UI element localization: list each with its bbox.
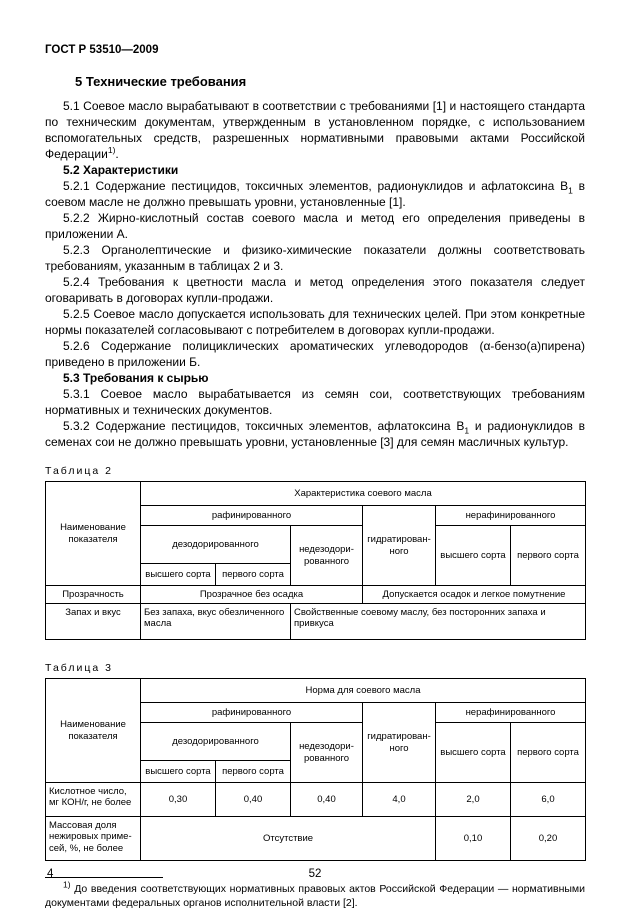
paragraph-text: . (115, 147, 119, 161)
table-header-cell: недезодорированного (291, 526, 363, 586)
table-header-cell: первого сорта (511, 723, 586, 783)
doc-header: ГОСТ Р 53510—2009 (45, 44, 159, 56)
paragraph-text: 5.1 Соевое масло вырабатывают в соответствии с требованиями [1] и настоящего стандарта по техническим документам, утвержденным в установленном порядке, с использованием вспомогательных средств, разрешенных нормативными правовыми актами Российской Федерации (45, 99, 585, 161)
body-text (45, 98, 585, 450)
table-cell: 0,30 (141, 783, 216, 817)
page-number: 4 (47, 868, 54, 880)
footnote-body: До введения соответствующих нормативных правовых актов Российской Федерации — нормативными документами федеральных органов исполнительной власти [2]. (45, 883, 585, 909)
table-3 (45, 678, 586, 861)
table-header-cell: Норма для соевого масла (141, 679, 586, 703)
table-cell: 0,10 (436, 817, 511, 861)
table-row (46, 817, 586, 861)
table-header-cell: Наименование показателя (46, 679, 141, 783)
table-cell: Массовая доля нежировых примесей, %, не более (46, 817, 141, 861)
paragraph-5-3-1: 5.3.1 Соевое масло вырабатывается из семян сои, соответствующих требованиям нормативных и технических документов. (45, 387, 585, 417)
table-header-cell: рафинированного (141, 703, 363, 723)
table-row (46, 586, 586, 604)
table-header-cell: нерафинированного (436, 703, 586, 723)
table-header-cell: высшего сорта (141, 564, 216, 586)
table-row (46, 604, 586, 640)
table-header-cell: недезодорированного (291, 723, 363, 783)
paragraph-5-2-3: 5.2.3 Органолептические и физико-химические показатели должны соответствовать требованиям, указанным в таблицах 2 и 3. (45, 243, 585, 273)
scan-page-number: 52 (308, 868, 322, 880)
table-header-cell: дезодорированного (141, 723, 291, 761)
paragraph-5-2-6: 5.2.6 Содержание полициклических ароматических углеводородов (α-бензо(а)пирена) приведено в приложении Б. (45, 339, 585, 369)
table-header-cell: первого сорта (511, 526, 586, 586)
footnote-ref: 1) (107, 145, 116, 155)
table-header-cell: Наименование показателя (46, 482, 141, 586)
table-2 (45, 481, 586, 640)
paragraph-5-3: 5.3 Требования к сырью (63, 371, 209, 385)
table-header-cell: Характеристика соевого масла (141, 482, 586, 506)
table-header-cell: первого сорта (216, 564, 291, 586)
table-cell: 0,20 (511, 817, 586, 861)
footnote-marker: 1) (63, 879, 71, 890)
table-header-cell: рафинированного (141, 506, 363, 526)
table-row (46, 783, 586, 817)
table-header-cell: высшего сорта (436, 526, 511, 586)
section-title: 5 Технические требования (75, 74, 247, 89)
table-header-cell: гидратированного (363, 506, 436, 586)
table-cell: Свойственные соевому маслу, без посторонних запаха и привкуса (291, 604, 586, 640)
paragraph-5-1 (45, 98, 585, 162)
table-cell: Кислотное число, мг КОН/г, не более (46, 783, 141, 817)
subscript: 1 (464, 425, 470, 436)
paragraph-text: 5.2.1 Содержание пестицидов, токсичных элементов, радионуклидов и афлатоксина В (63, 179, 569, 193)
subscript: 1 (568, 185, 573, 196)
table-cell: 2,0 (436, 783, 511, 817)
table-header-cell: высшего сорта (436, 723, 511, 783)
paragraph-5-2: 5.2 Характеристики (63, 163, 179, 177)
table-cell: 6,0 (511, 783, 586, 817)
paragraph-text: в соевом масле не должно превышать уровни, установленные [1]. (45, 179, 585, 209)
page-footer (45, 868, 585, 882)
footnote-text (45, 879, 585, 910)
paragraph-5-2-1 (45, 178, 585, 210)
table-cell: 4,0 (363, 783, 436, 817)
table-header-cell: высшего сорта (141, 761, 216, 783)
table-cell: Допускается осадок и легкое помутнение (363, 586, 586, 604)
table-cell: Отсутствие (141, 817, 436, 861)
table-cell: 0,40 (216, 783, 291, 817)
table-header-cell: гидратированного (363, 703, 436, 783)
table-2-caption: Таблица 2 (45, 465, 113, 477)
paragraph-5-2-4: 5.2.4 Требования к цветности масла и метод определения этого показателя следует оговаривать в договорах купли-продажи. (45, 275, 585, 305)
paragraph-5-2-2: 5.2.2 Жирно-кислотный состав соевого масла и метод его определения приведены в приложении А. (45, 211, 585, 241)
table-header-cell: нерафинированного (436, 506, 586, 526)
table-3-caption: Таблица 3 (45, 662, 113, 674)
table-header-cell: дезодорированного (141, 526, 291, 564)
table-cell: Прозрачность (46, 586, 141, 604)
paragraph-text: и радионуклидов в семенах сои не должно превышать уровни, установленные [3] для семян масличных культур. (45, 419, 585, 449)
table-cell: 0,40 (291, 783, 363, 817)
table-cell: Запах и вкус (46, 604, 141, 640)
paragraph-text: 5.3.2 Содержание пестицидов, токсичных элементов, афлатоксина В (63, 419, 465, 433)
table-cell: Прозрачное без осадка (141, 586, 363, 604)
paragraph-5-3-2 (45, 418, 585, 450)
table-header-cell: первого сорта (216, 761, 291, 783)
paragraph-5-2-5: 5.2.5 Соевое масло допускается использовать для технических целей. При этом конкретные нормы показателей согласовывают с потребителем в договорах купли-продажи. (45, 307, 585, 337)
table-cell: Без запаха, вкус обезличенного масла (141, 604, 291, 640)
